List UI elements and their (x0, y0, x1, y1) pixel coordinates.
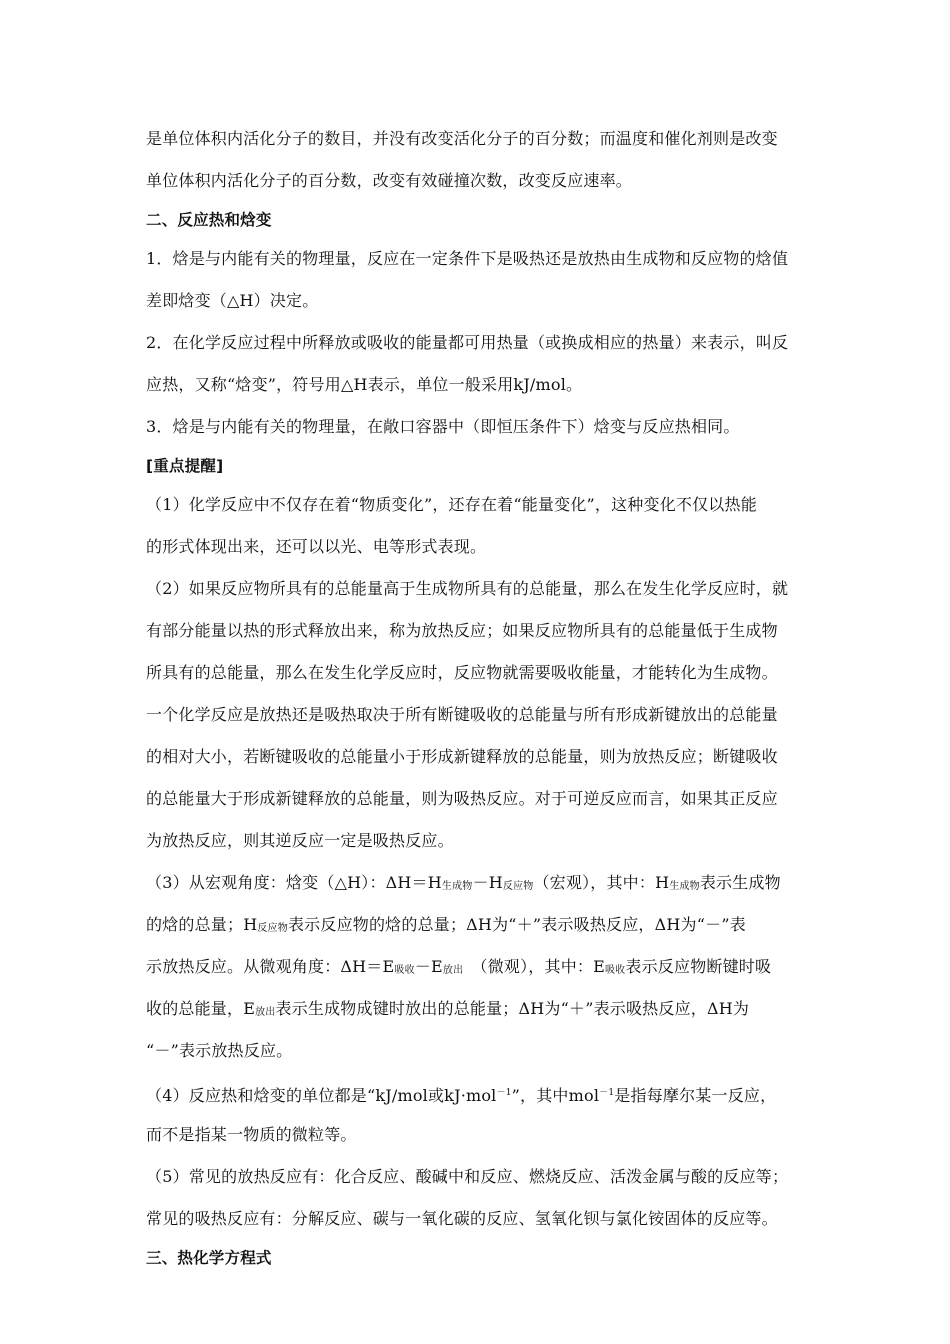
key-5-line-2: 常见的吸热反应有：分解反应、碳与一氧化碳的反应、氢氧化钡与氯化铵固体的反应等。 (146, 1209, 778, 1228)
key-3-text: －H (472, 873, 503, 892)
key-3-line-4 (146, 988, 816, 1030)
key-3-text: 表示生成物 (699, 873, 781, 892)
key-2-line-6: 的总能量大于形成新键释放的总能量，则为吸热反应。对于可逆反应而言，如果其正反应 (146, 789, 778, 808)
subscript-products: 生成物 (441, 881, 473, 892)
key-2-line-3: 所具有的总能量，那么在发生化学反应时，反应物就需要吸收能量，才能转化为生成物。 (146, 663, 778, 682)
subscript-products: 生成物 (669, 881, 700, 892)
subscript-absorbed: 吸收 (604, 965, 626, 976)
key-3-text: （宏观），其中：H (533, 873, 670, 892)
key-1-line-2: 的形式体现出来，还可以以光、电等形式表现。 (146, 537, 487, 556)
key-2-line-2: 有部分能量以热的形式释放出来，称为放热反应；如果反应物所具有的总能量低于生成物 (146, 621, 778, 640)
key-3-text: 收的总能量，E (146, 999, 256, 1018)
subscript-absorbed: 吸收 (394, 965, 415, 976)
key-5-line-1: （5）常见的放热反应有：化合反应、酸碱中和反应、燃烧反应、活泼金属与酸的反应等； (146, 1167, 789, 1186)
subscript-reactants: 反应物 (502, 881, 534, 892)
subscript-released: 放出 (442, 965, 464, 976)
key-4-line-2: 而不是指某一物质的微粒等。 (146, 1125, 357, 1144)
key-4-text: （4）反应热和焓变的单位都是“kJ/mol或kJ·mol (146, 1086, 497, 1105)
key-3-line-1 (146, 862, 816, 904)
intro-line-1: 是单位体积内活化分子的数目，并没有改变活化分子的百分数；而温度和催化剂则是改变 (146, 129, 778, 148)
key-4-text: ”，其中mol (511, 1086, 600, 1105)
key-3-line-3 (146, 946, 816, 988)
key-1-line-1: （1）化学反应中不仅存在着“物质变化”，还存在着“能量变化”，这种变化不仅以热能 (146, 495, 757, 514)
key-3-line-5: “－”表示放热反应。 (146, 1041, 293, 1060)
intro-line-2: 单位体积内活化分子的百分数，改变有效碰撞次数，改变反应速率。 (146, 171, 633, 190)
subscript-released: 放出 (255, 1007, 276, 1018)
document-page (146, 118, 816, 1276)
superscript-minus-one: －1 (496, 1088, 512, 1098)
key-3-text: （3）从宏观角度：焓变（△H）：ΔH＝H (146, 873, 442, 892)
key-3-text: 示放热反应。从微观角度：ΔH＝E (146, 957, 395, 976)
key-3-text: 的焓的总量；H (146, 915, 258, 934)
key-3-line-2 (146, 904, 816, 946)
key-3-text: （微观），其中：E (463, 957, 605, 976)
key-3-text: 表示反应物断键时吸 (625, 957, 772, 976)
item-3-line: 3．焓是与内能有关的物理量，在敞口容器中（即恒压条件下）焓变与反应热相同。 (146, 417, 740, 436)
key-4-line-1 (146, 1072, 816, 1114)
section-heading-3: 三、热化学方程式 (146, 1249, 272, 1267)
superscript-minus-one: －1 (599, 1088, 615, 1098)
section-heading-2: 二、反应热和焓变 (146, 211, 272, 229)
item-2-line-1: 2．在化学反应过程中所释放或吸收的能量都可用热量（或换成相应的热量）来表示，叫反 (146, 333, 789, 352)
key-3-text: 表示生成物成键时放出的总能量；ΔH为“＋”表示吸热反应，ΔH为 (275, 999, 750, 1018)
item-1-line-1: 1．焓是与内能有关的物理量，反应在一定条件下是吸热还是放热由生成物和反应物的焓值 (146, 249, 789, 268)
key-3-text: －E (414, 957, 443, 976)
key-3-text: 表示反应物的焓的总量；ΔH为“＋”表示吸热反应，ΔH为“－”表 (287, 915, 746, 934)
key-2-line-5: 的相对大小，若断键吸收的总能量小于形成新键释放的总能量，则为放热反应；断键吸收 (146, 747, 778, 766)
key-2-line-4: 一个化学反应是放热还是吸热取决于所有断键吸收的总能量与所有形成新键放出的总能量 (146, 705, 778, 724)
key-points-heading: [重点提醒] (146, 457, 224, 475)
subscript-reactants: 反应物 (257, 923, 288, 934)
item-2-line-2: 应热，又称“焓变”，符号用△H表示，单位一般采用kJ/mol。 (146, 375, 583, 394)
key-2-line-7: 为放热反应，则其逆反应一定是吸热反应。 (146, 831, 454, 850)
key-2-line-1: （2）如果反应物所具有的总能量高于生成物所具有的总能量，那么在发生化学反应时，就 (146, 579, 789, 598)
key-4-text: 是指每摩尔某一反应， (614, 1086, 777, 1105)
item-1-line-2: 差即焓变（△H）决定。 (146, 291, 319, 310)
